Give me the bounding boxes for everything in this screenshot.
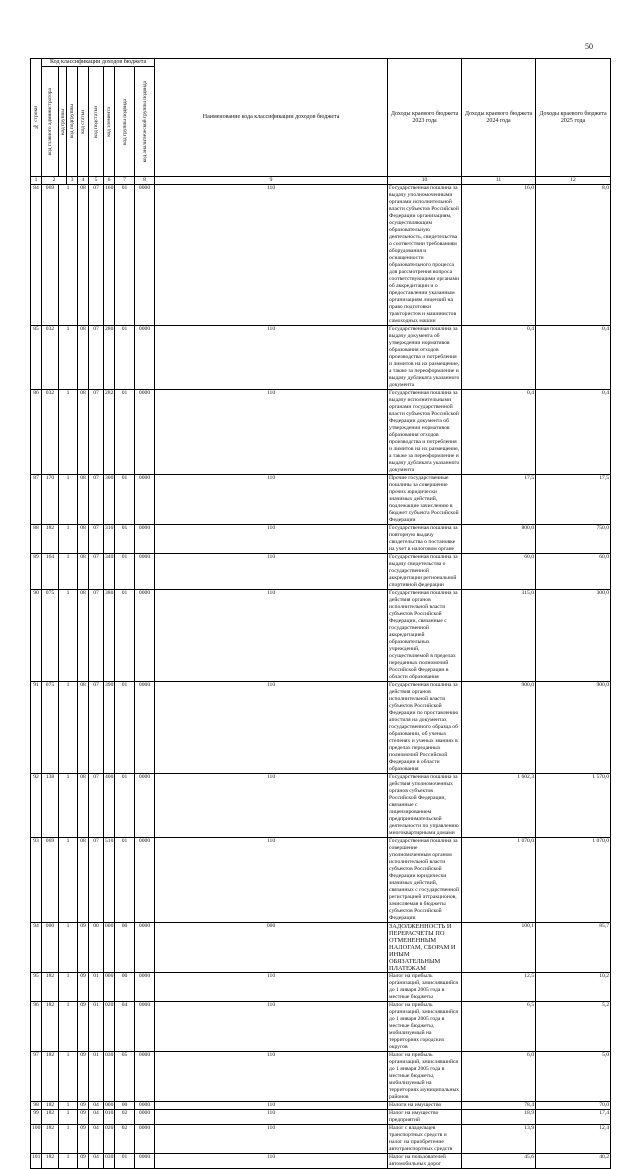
subgroup-code: 09	[78, 1125, 89, 1154]
value-2024: 12,4	[536, 1125, 611, 1154]
analytic-group-code: 110	[155, 682, 388, 774]
element-code: 01	[115, 554, 135, 590]
admin-code: 182	[42, 1110, 59, 1125]
row-number: 96	[31, 1002, 42, 1052]
header-subgroup-code: код подгруппы	[67, 67, 78, 177]
value-2023: 1 602,3	[462, 774, 536, 838]
article-code: 04	[89, 1110, 104, 1125]
header-article-code: код статьи	[78, 67, 89, 177]
row-number: 91	[31, 682, 42, 774]
header-element-code: код элемента	[104, 67, 115, 177]
subarticle-code: 030	[104, 1154, 115, 1169]
analytic-group-code: 110	[155, 1002, 388, 1052]
row-number: 87	[31, 475, 42, 525]
col-number: 5	[89, 177, 104, 185]
article-code: 00	[89, 923, 104, 973]
value-2023: 12,5	[462, 973, 536, 1002]
row-number: 88	[31, 525, 42, 554]
value-2024: 70,0	[536, 1102, 611, 1110]
element-code: 01	[115, 390, 135, 475]
subarticle-code: 000	[105, 1102, 114, 1108]
row-name: Прочие государственные пошлины за совершение прочих юридически значимых действий, подлежащие зачислению в бюджет субъекта Российской Федерации	[388, 475, 462, 525]
table-row	[31, 590, 611, 682]
group-code: 1	[59, 475, 78, 525]
article-code: 04	[89, 1154, 104, 1169]
subgroup-code: 08	[78, 326, 89, 390]
group-code: 1	[59, 1052, 78, 1102]
subarticle-code: 300	[104, 475, 115, 525]
admin-code: 182	[42, 1002, 59, 1052]
subgroup-code: 08	[78, 838, 89, 923]
table-row	[31, 973, 611, 1002]
admin-code: 182	[42, 525, 59, 554]
admin-code: 032	[42, 390, 59, 475]
admin-code: 182	[42, 1154, 59, 1169]
group-code: 1	[59, 326, 78, 390]
group-code: 1	[59, 1002, 78, 1052]
element-code: 01	[115, 682, 135, 774]
table-row	[31, 1125, 611, 1154]
subgroup-code: 08	[78, 185, 89, 326]
admin-code: 000	[42, 923, 59, 973]
row-number: 100	[31, 1125, 42, 1154]
table-row	[31, 1052, 611, 1102]
row-number: 85	[31, 326, 42, 390]
row-name: Государственная пошлина за выдачу уполномоченными органами исполнительной власти субъектов Российской Федерации организациям, осуществляющим образовательную деятельность, свидетельства о соответствии требованиям оборудования и оснащенности образовательного процесса для рассмотрения вопроса соответствующими органами об аккредитации и о предоставлении указанным организациям лицензий на право подготовки трактористов и машинистов самоходных машин	[388, 185, 462, 326]
article-code: 07	[89, 185, 104, 326]
table-row	[31, 185, 611, 326]
element-code: 01	[115, 525, 135, 554]
row-number: 101	[31, 1154, 42, 1169]
element-code: 05	[115, 1052, 135, 1102]
table-row	[31, 1154, 611, 1169]
group-code: 1	[59, 525, 78, 554]
subtype-group-code: 0000	[135, 973, 155, 1002]
subtype-group-code: 0000	[135, 1154, 155, 1169]
subtype-group-code: 0000	[135, 390, 155, 475]
article-code: 01	[89, 1002, 104, 1052]
group-code: 1	[59, 1102, 78, 1110]
group-code: 1	[59, 1110, 78, 1125]
element-code: 00	[115, 1102, 135, 1110]
value-2023: 60,0	[462, 554, 536, 590]
subtype-group-code: 0000	[135, 525, 155, 554]
article-code: 01	[89, 1052, 104, 1102]
subtype-group-code: 0000	[135, 923, 155, 973]
subtype-group-code: 0000	[135, 475, 155, 525]
value-2023: 78,4	[462, 1102, 536, 1110]
header-year-2023: Доходы краевого бюджета 2023 года	[388, 59, 462, 177]
row-name: Государственная пошлина за действия органов исполнительной власти субъектов Российской Федерации по проставлению апостиля на документах государственного образца об образовании, об ученых степенях и ученых званиях в пределах переданных полномочий Российской Федерации в области образования	[388, 682, 462, 774]
row-name: Налог на пользователей автомобильных дорог	[388, 1154, 462, 1169]
group-code: 1	[59, 682, 78, 774]
element-code: 01	[115, 326, 135, 390]
table-row	[31, 838, 611, 923]
analytic-group-code: 110	[155, 838, 388, 923]
header-year-2025: Доходы краевого бюджета 2025 года	[536, 59, 611, 177]
header-name: Наименование кода классификации доходов бюджета	[155, 59, 388, 177]
subgroup-code: 09	[78, 1052, 89, 1102]
value-2023: 45,6	[462, 1154, 536, 1169]
subgroup-code: 08	[78, 682, 89, 774]
subgroup-code: 09	[78, 923, 89, 973]
subarticle-code: 000	[104, 923, 115, 973]
analytic-group-code: 110	[155, 1052, 388, 1102]
header-subarticle-code: код подстатьи	[89, 67, 104, 177]
subgroup-code: 09	[78, 1154, 89, 1169]
element-code: 02	[115, 1110, 135, 1125]
group-code: 1	[59, 185, 78, 326]
analytic-group-code: 110	[155, 554, 388, 590]
value-2024: 0,4	[536, 326, 611, 390]
article-code: 07	[89, 326, 104, 390]
article-code: 07	[89, 838, 104, 923]
subgroup-code: 08	[78, 554, 89, 590]
table-row	[31, 682, 611, 774]
value-2023: 315,0	[462, 590, 536, 682]
group-code: 1	[59, 590, 78, 682]
value-2024: 60,0	[536, 554, 611, 590]
subarticle-code: 390	[104, 682, 115, 774]
col-number: 11	[462, 177, 536, 185]
value-2023: 6,0	[462, 1052, 536, 1102]
table-body	[31, 185, 611, 1169]
subarticle-code: 160	[104, 185, 115, 326]
table-row	[31, 1002, 611, 1052]
table-row	[31, 923, 611, 973]
row-name: Налог с владельцев транспортных средств и налог на приобретение автотранспортных средств	[388, 1125, 462, 1154]
analytic-group-code: 110	[155, 1154, 388, 1169]
analytic-group-code: 110	[155, 774, 388, 838]
admin-code: 032	[42, 326, 59, 390]
element-code: 00	[115, 973, 135, 1002]
row-name: Государственная пошлина за выдачу документа об утверждении нормативов образования отходов производства и потребления и лимитов на их размещение, а также за переоформление и выдачу дубликата указанного документа	[388, 326, 462, 390]
article-code: 07	[89, 525, 104, 554]
value-2024: 300,0	[536, 590, 611, 682]
subarticle-code: 380	[104, 590, 115, 682]
row-name: Налоги на имущество	[388, 1102, 462, 1110]
row-number: 84	[31, 185, 42, 326]
row-name: Государственная пошлина за действия уполномоченных органов субъектов Российской Федерации, связанные с лицензированием предпринимательской деятельности по управлению многоквартирными домами	[388, 774, 462, 838]
value-2023: 800,0	[462, 525, 536, 554]
value-2023: 100,1	[462, 923, 536, 973]
article-code: 07	[89, 554, 104, 590]
col-number: 6	[104, 177, 115, 185]
value-2024: 750,0	[536, 525, 611, 554]
value-2024: 17,5	[536, 475, 611, 525]
subgroup-code: 09	[78, 1102, 89, 1110]
admin-code: 164	[42, 554, 59, 590]
page-number: 50	[585, 42, 593, 51]
value-2024: 1 570,0	[536, 774, 611, 838]
row-name: ЗАДОЛЖЕННОСТЬ И ПЕРЕРАСЧЕТЫ ПО ОТМЕНЕННЫМ НАЛОГАМ, СБОРАМ И ИНЫМ ОБЯЗАТЕЛЬНЫМ ПЛАТЕЖАМ	[388, 923, 462, 973]
element-code: 01	[115, 475, 135, 525]
row-number: 86	[31, 390, 42, 475]
col-number: 10	[388, 177, 462, 185]
admin-code: 138	[42, 774, 59, 838]
subgroup-code: 08	[78, 590, 89, 682]
subgroup-code: 08	[78, 774, 89, 838]
row-number: 97	[31, 1052, 42, 1102]
value-2024: 5,0	[536, 1052, 611, 1102]
analytic-group-code: 110	[155, 973, 388, 1002]
subtype-group-code: 0000	[135, 554, 155, 590]
group-code: 1	[59, 774, 78, 838]
element-code: 01	[115, 185, 135, 326]
value-2023: 6,5	[462, 1002, 536, 1052]
subtype-group-code: 0000	[135, 1110, 155, 1125]
col-number: 8	[135, 177, 155, 185]
value-2023: 0,4	[462, 390, 536, 475]
value-2023: 18,9	[462, 1110, 536, 1125]
table-row	[31, 475, 611, 525]
group-code: 1	[59, 838, 78, 923]
article-code: 07	[89, 774, 104, 838]
group-code: 1	[59, 923, 78, 973]
admin-code: 182	[42, 973, 59, 1002]
row-number: 98	[31, 1102, 42, 1110]
article-code: 04	[89, 1125, 104, 1154]
value-2024: 8,0	[536, 185, 611, 326]
element-code: 00	[115, 923, 135, 973]
value-2023: 1 070,0	[462, 838, 536, 923]
analytic-group-code: 110	[155, 326, 388, 390]
admin-code: 182	[42, 1052, 59, 1102]
value-2024: 40,2	[536, 1154, 611, 1169]
subtype-group-code: 0000	[135, 326, 155, 390]
col-number: 2	[42, 177, 67, 185]
row-name: Налог на имущество предприятий	[388, 1110, 462, 1125]
row-name: Налог на прибыль организаций, зачислявшийся до 1 января 2005 года в местные бюджеты, мобилизуемый на территориях городских округов	[388, 1002, 462, 1052]
analytic-group-code: 110	[155, 185, 388, 326]
row-number: 93	[31, 838, 42, 923]
subtype-group-code: 0000	[135, 1125, 155, 1154]
row-name: Государственная пошлина за выдачу исполнительными органами государственной власти субъектов Российской Федерации документа об утверждении нормативов образования отходов производства и потребления и лимитов на их размещение, а также за переоформление и выдачу дубликата указанного документа	[388, 390, 462, 475]
article-code: 07	[89, 682, 104, 774]
header-year-2024: Доходы краевого бюджета 2024 года	[462, 59, 536, 177]
subtype-group-code: 0000	[135, 185, 155, 326]
header-subtype-group-code: код группы подвида	[115, 67, 135, 177]
subarticle-code: 282	[104, 390, 115, 475]
value-2023: 0,4	[462, 326, 536, 390]
subarticle-code: 030	[104, 1052, 115, 1102]
subarticle-code: 340	[104, 554, 115, 590]
analytic-group-code: 110	[155, 475, 388, 525]
element-code: 01	[115, 590, 135, 682]
value-2024: 10,2	[536, 973, 611, 1002]
analytic-group-code: 110	[155, 1125, 388, 1154]
group-code: 1	[59, 973, 78, 1002]
subtype-group-code: 0000	[135, 1102, 155, 1110]
value-2024: 1 070,0	[536, 838, 611, 923]
row-name: Государственная пошлина за выдачу свидетельства о государственной аккредитации региональной спортивной федерации	[388, 554, 462, 590]
element-code: 01	[115, 774, 135, 838]
analytic-group-code: 110	[155, 390, 388, 475]
row-number: 99	[31, 1110, 42, 1125]
admin-code: 069	[42, 838, 59, 923]
col-number: 9	[155, 177, 388, 185]
analytic-group-code: 110	[155, 590, 388, 682]
value-2024: 0,4	[536, 390, 611, 475]
analytic-group-code: 110	[155, 1110, 388, 1125]
element-code: 04	[115, 1002, 135, 1052]
subgroup-code: 09	[78, 973, 89, 1002]
header-row-number: № строки	[31, 59, 42, 177]
value-2024: 85,7	[536, 923, 611, 973]
subgroup-code: 08	[78, 390, 89, 475]
subtype-group-code: 0000	[135, 1002, 155, 1052]
article-code: 07	[89, 475, 104, 525]
admin-code: 075	[42, 682, 59, 774]
admin-code: 069	[42, 185, 59, 326]
subarticle-code: 020	[104, 1125, 115, 1154]
subgroup-code: 09	[78, 1110, 89, 1125]
article-code: 01	[89, 973, 104, 1002]
group-code: 1	[59, 554, 78, 590]
group-code: 1	[59, 1154, 78, 1169]
table-row	[31, 774, 611, 838]
analytic-group-code: 110	[155, 1102, 388, 1110]
row-number: 95	[31, 973, 42, 1002]
subtype-group-code: 0000	[135, 590, 155, 682]
table-row	[31, 525, 611, 554]
subtype-group-code: 0000	[135, 774, 155, 838]
row-name: Государственная пошлина за совершение уполномоченным органом исполнительной власти субъектов Российской Федерации юридически значимых действий, связанных с государственной регистрацией аттракционов, зачисляемая в бюджеты субъектов Российской Федерации	[388, 838, 462, 923]
article-code: 07	[89, 390, 104, 475]
table-row	[31, 326, 611, 390]
admin-code: 182	[42, 1125, 59, 1154]
subarticle-code: 020	[104, 1002, 115, 1052]
header-group-code: код группы	[59, 67, 67, 177]
col-number: 1	[31, 177, 42, 185]
element-code: 01	[115, 838, 135, 923]
value-2023: 13,9	[462, 1125, 536, 1154]
subtype-group-code: 0000	[135, 682, 155, 774]
row-number: 94	[31, 923, 42, 973]
col-number: 12	[536, 177, 611, 185]
table-row	[31, 554, 611, 590]
revenue-table	[30, 58, 610, 1169]
subarticle-code: 000	[104, 973, 115, 1002]
header-code-group: Код классификации доходов бюджета	[42, 59, 155, 67]
header-analytic-group-code: код аналитической группы подвида	[135, 67, 155, 177]
row-number: 92	[31, 774, 42, 838]
subgroup-code: 08	[78, 525, 89, 554]
element-code: 01	[115, 1154, 135, 1169]
value-2024: 5,2	[536, 1002, 611, 1052]
row-name: Государственная пошлина за действия органов исполнительной власти субъектов Российской Федерации, связанные с государственной аккредитацией образовательных учреждений, осуществляемой в пределах переданных полномочий Российской Федерации в области образования	[388, 590, 462, 682]
value-2024: 900,0	[536, 682, 611, 774]
subtype-group-code: 0000	[135, 1052, 155, 1102]
article-code: 04	[89, 1102, 104, 1110]
article-code: 07	[89, 590, 104, 682]
table-row	[31, 390, 611, 475]
row-name: Налог на прибыль организаций, зачислявшийся до 1 января 2005 года в местные бюджеты	[388, 973, 462, 1002]
header-admin-code: код главного администратора	[42, 67, 59, 177]
row-number: 90	[31, 590, 42, 682]
subgroup-code: 08	[78, 475, 89, 525]
col-number: 3	[67, 177, 78, 185]
value-2023: 17,5	[462, 475, 536, 525]
group-code: 1	[59, 1125, 78, 1154]
analytic-group-code: 000	[155, 923, 388, 973]
value-2023: 900,0	[462, 682, 536, 774]
subgroup-code: 09	[78, 1002, 89, 1052]
subtype-group-code: 0000	[135, 838, 155, 923]
subarticle-code: 510	[104, 838, 115, 923]
col-number: 7	[115, 177, 135, 185]
table-row	[31, 1110, 611, 1125]
element-code: 02	[115, 1125, 135, 1154]
col-number: 4	[78, 177, 89, 185]
subarticle-code: 310	[104, 525, 115, 554]
subarticle-code: 280	[104, 326, 115, 390]
column-number-row	[31, 177, 611, 185]
table-row	[31, 1102, 611, 1110]
subarticle-code: 010	[104, 1110, 115, 1125]
value-2023: 16,0	[462, 185, 536, 326]
group-code: 1	[59, 390, 78, 475]
row-name: Налог на прибыль организаций, зачислявшийся до 1 января 2005 года в местные бюджеты, мобилизуемый на территориях муниципальных районов	[388, 1052, 462, 1102]
row-number: 89	[31, 554, 42, 590]
admin-code: 075	[42, 590, 59, 682]
admin-code: 182	[42, 1102, 59, 1110]
analytic-group-code: 110	[155, 525, 388, 554]
row-name: Государственная пошлина за повторную выдачу свидетельства о постановке на учет в налоговом органе	[388, 525, 462, 554]
admin-code: 170	[42, 475, 59, 525]
value-2024: 17,4	[536, 1110, 611, 1125]
subarticle-code: 400	[104, 774, 115, 838]
